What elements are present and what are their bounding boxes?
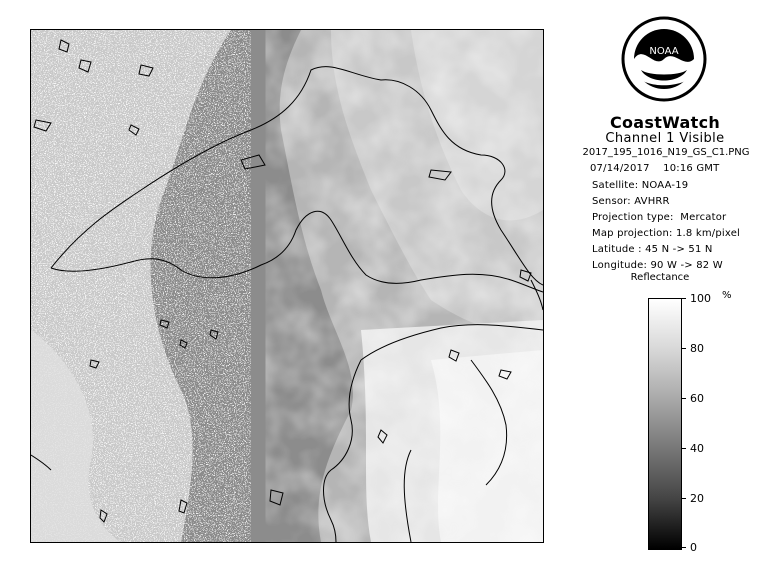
colorbar-tick-label: 40 [690, 442, 704, 455]
longitude-label: Longitude: 90 W -> 82 W [592, 260, 723, 271]
datetime-label: 07/14/2017 10:16 GMT [590, 163, 720, 174]
map-image [31, 30, 543, 542]
satellite-label: Satellite: NOAA-19 [592, 180, 689, 191]
reflectance-colorbar [648, 298, 682, 550]
projection-label: Projection type: Mercator [592, 212, 727, 223]
colorbar-tick-label: 80 [690, 342, 704, 355]
colorbar-tick-label: 100 [690, 292, 711, 305]
colorbar-label: Reflectance [630, 272, 690, 283]
colorbar-tick [681, 498, 686, 499]
resolution-label: Map projection: 1.8 km/pixel [592, 228, 741, 239]
colorbar-tick [681, 398, 686, 399]
app-title: CoastWatch [609, 113, 721, 132]
colorbar-unit: % [722, 290, 732, 301]
colorbar-tick [681, 448, 686, 449]
sensor-label: Sensor: AVHRR [592, 196, 670, 207]
colorbar-tick-label: 0 [690, 541, 697, 554]
satellite-map[interactable] [30, 29, 544, 543]
logo-text: NOAA [649, 46, 679, 57]
filename-label: 2017_195_1016_N19_GS_C1.PNG [582, 147, 750, 158]
colorbar-tick [681, 298, 686, 299]
channel-label: Channel 1 Visible [605, 131, 725, 146]
colorbar-tick-label: 20 [690, 492, 704, 505]
colorbar-tick-label: 60 [690, 392, 704, 405]
colorbar-tick [681, 547, 686, 548]
noaa-logo-icon [619, 14, 709, 112]
colorbar-tick [681, 348, 686, 349]
latitude-label: Latitude : 45 N -> 51 N [592, 244, 713, 255]
